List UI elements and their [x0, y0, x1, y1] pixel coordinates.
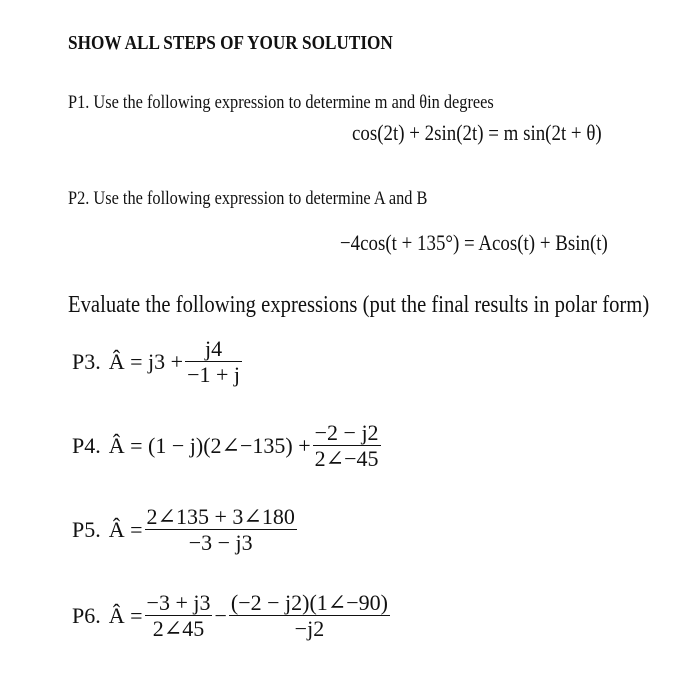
p6-label: P6. — [72, 602, 101, 628]
p1-text: P1. Use the following expression to determine m and θin degrees — [68, 92, 494, 113]
p6-denominator-2: −j2 — [294, 616, 325, 642]
p5-label: P5. — [72, 516, 101, 542]
p3-denominator: −1 + j — [187, 362, 241, 388]
p1-statement — [68, 92, 563, 114]
p6-numerator-2: (−2 − j2)(1∠−90) — [230, 590, 388, 615]
p6-minus: − — [214, 602, 227, 628]
p5-numerator: 2∠135 + 3∠180 — [146, 504, 295, 529]
p3-label: P3. — [72, 348, 101, 374]
p6-fraction-1 — [145, 590, 213, 642]
p5-lhs: Â = — [108, 516, 143, 542]
p3-fraction — [185, 336, 242, 388]
p6-denominator-1: 2∠45 — [152, 616, 205, 642]
p2-equation — [340, 230, 651, 256]
p1-equation — [352, 120, 642, 146]
page-heading — [68, 32, 446, 55]
p2-statement — [68, 188, 486, 210]
p3-lhs: Â = j3 + — [108, 348, 184, 374]
p6-numerator-1: −3 + j3 — [146, 590, 211, 615]
p4-expression — [72, 420, 383, 472]
p6-fraction-2 — [229, 590, 390, 642]
p1-equation-text: cos(2t) + 2sin(2t) = m sin(2t + θ) — [352, 120, 602, 145]
p4-lhs: Â = (1 − j)(2∠−135) + — [108, 432, 311, 458]
evaluate-text: Evaluate the following expressions (put the final results in polar form) — [68, 292, 650, 318]
p5-denominator: −3 − j3 — [188, 530, 253, 556]
p4-numerator: −2 − j2 — [314, 420, 379, 445]
p6-expression — [72, 590, 392, 642]
p2-equation-text: −4cos(t + 135°) = Acos(t) + Bsin(t) — [340, 230, 608, 255]
p2-text: P2. Use the following expression to determine A and B — [68, 188, 428, 209]
p5-fraction — [145, 504, 297, 556]
p6-lhs: Â = — [108, 602, 143, 628]
p4-label: P4. — [72, 432, 101, 458]
evaluate-instruction — [68, 292, 690, 319]
p4-denominator: 2∠−45 — [314, 446, 379, 472]
p3-expression — [72, 336, 244, 388]
p5-expression — [72, 504, 299, 556]
heading-text: SHOW ALL STEPS OF YOUR SOLUTION — [68, 32, 393, 54]
p4-fraction — [313, 420, 381, 472]
p3-numerator: j4 — [185, 336, 242, 362]
